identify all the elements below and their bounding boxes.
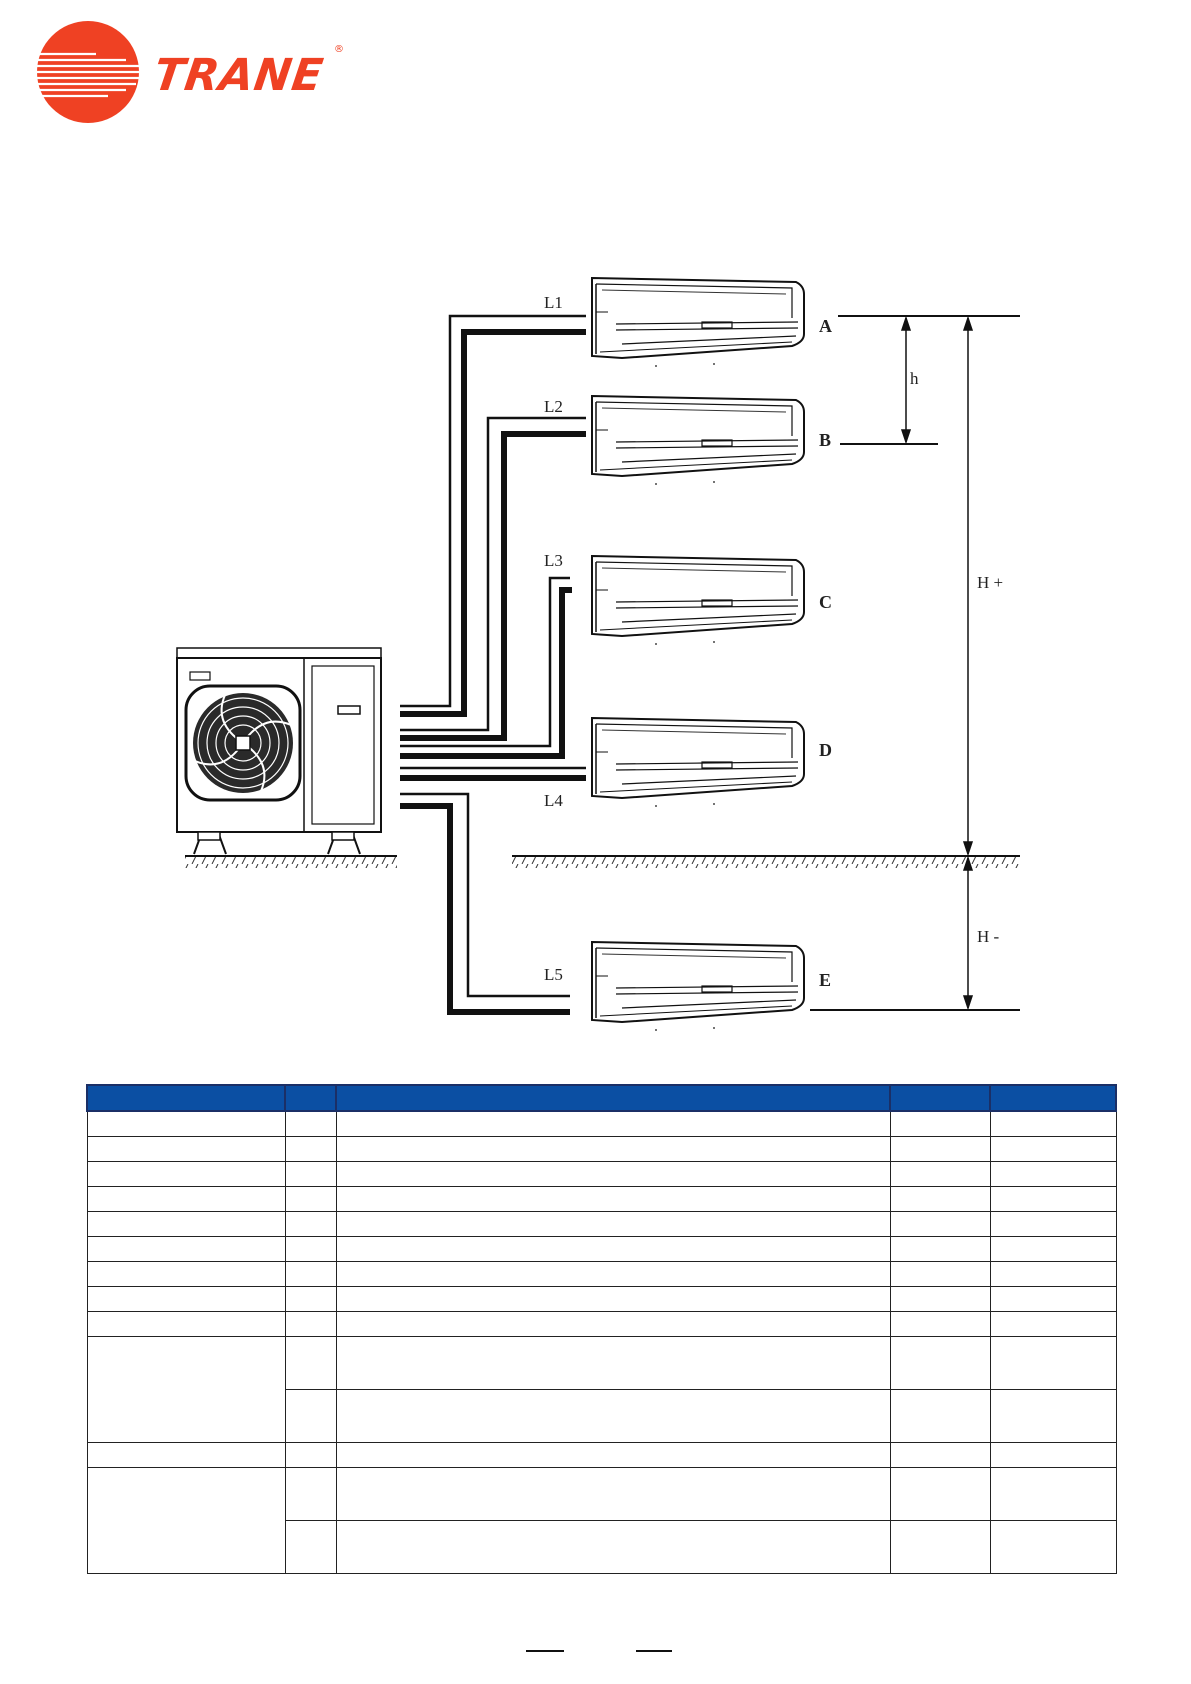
table-cell [285,1137,336,1162]
label-l5: L5 [544,965,563,984]
table-row [87,1162,1116,1187]
table-cell [890,1287,990,1312]
table-cell [285,1111,336,1137]
ground-line-right [512,856,1020,868]
table-cell [890,1262,990,1287]
table-header-cell [890,1085,990,1111]
reference-lines [810,316,1020,1010]
label-h-minus: H - [977,927,1000,946]
table-cell [890,1237,990,1262]
table-cell [87,1187,285,1212]
table-cell [890,1443,990,1468]
table-row [87,1237,1116,1262]
table-cell [285,1212,336,1237]
table-cell [890,1468,990,1521]
table-cell [990,1187,1116,1212]
table-cell [990,1312,1116,1337]
table-cell [990,1521,1116,1574]
table-cell [336,1262,890,1287]
label-unit-a: A [819,316,832,336]
table-cell [890,1111,990,1137]
pipe-l1-thick [400,332,586,714]
table-cell [285,1262,336,1287]
table-cell [336,1111,890,1137]
table-cell [990,1162,1116,1187]
ground-line-left [185,856,397,868]
table-cell [890,1162,990,1187]
table-row [87,1312,1116,1337]
indoor-unit-b [592,396,804,485]
table-cell [336,1287,890,1312]
registered-mark: ® [334,44,344,55]
label-l2: L2 [544,397,563,416]
table-row [87,1468,1116,1521]
table-cell [890,1390,990,1443]
table-cell [890,1137,990,1162]
label-unit-e: E [819,970,832,990]
table-cell [890,1187,990,1212]
label-unit-d: D [819,740,832,760]
table-cell [990,1287,1116,1312]
footer-line-left [526,1650,564,1652]
pipe-l1-thin [400,316,586,706]
table-cell [87,1111,285,1137]
table-cell [285,1187,336,1212]
table-cell [87,1262,285,1287]
table-header-cell [87,1085,285,1111]
table-cell [990,1137,1116,1162]
indoor-unit-c [592,556,804,645]
table-cell [990,1237,1116,1262]
table-cell [890,1337,990,1390]
table-cell [87,1337,285,1443]
table-cell [336,1443,890,1468]
table-cell [336,1237,890,1262]
trane-wordmark: TRANE [150,50,326,101]
indoor-unit-a [592,278,804,367]
table-cell [87,1287,285,1312]
table-cell [890,1212,990,1237]
label-l4: L4 [544,791,563,810]
table-cell [336,1521,890,1574]
table-cell [87,1468,285,1574]
label-l3: L3 [544,551,563,570]
table-row [87,1287,1116,1312]
table-cell [990,1111,1116,1137]
table-row [87,1212,1116,1237]
pipe-l2-thick [400,434,586,738]
table-header-cell [990,1085,1116,1111]
table-row [87,1443,1116,1468]
table-cell [285,1237,336,1262]
table-cell [87,1443,285,1468]
label-unit-b: B [819,430,832,450]
footer-line-right [636,1650,672,1652]
table-cell [336,1468,890,1521]
fan-grille [186,686,300,800]
table-cell [285,1287,336,1312]
table-cell [285,1337,336,1390]
table-cell [336,1137,890,1162]
table-cell [990,1390,1116,1443]
table-cell [336,1312,890,1337]
refrigerant-piping [400,316,586,1012]
indoor-unit-d [592,718,804,807]
table-cell [87,1137,285,1162]
table-cell [990,1337,1116,1390]
table-cell [285,1521,336,1574]
table-row [87,1187,1116,1212]
label-l1: L1 [544,293,563,312]
table-row [87,1337,1116,1390]
table-cell [87,1237,285,1262]
table-cell [336,1212,890,1237]
table-header-cell [336,1085,890,1111]
pipe-l3-thin [400,578,570,746]
table-cell [285,1468,336,1521]
table-cell [336,1162,890,1187]
table-cell [285,1390,336,1443]
table-row [87,1137,1116,1162]
label-h-plus: H + [977,573,1004,592]
table-cell [990,1468,1116,1521]
table-row [87,1262,1116,1287]
table-cell [890,1312,990,1337]
table-header-row [87,1085,1116,1111]
table-cell [336,1337,890,1390]
label-h: h [910,369,919,388]
table-row [87,1111,1116,1137]
table-cell [285,1443,336,1468]
table-cell [87,1162,285,1187]
table-cell [87,1312,285,1337]
outdoor-unit [177,648,381,854]
piping-limits-table [86,1084,1117,1574]
table-header-cell [285,1085,336,1111]
dimension-arrows [902,318,972,1008]
table-cell [336,1187,890,1212]
table-cell [87,1212,285,1237]
table-cell [336,1390,890,1443]
pipe-l2-thin [400,418,586,730]
table-cell [285,1162,336,1187]
table-cell [890,1521,990,1574]
label-unit-c: C [819,592,832,612]
indoor-unit-e [592,942,804,1031]
table-cell [990,1212,1116,1237]
table-cell [990,1443,1116,1468]
table-cell [990,1262,1116,1287]
table-cell [285,1312,336,1337]
